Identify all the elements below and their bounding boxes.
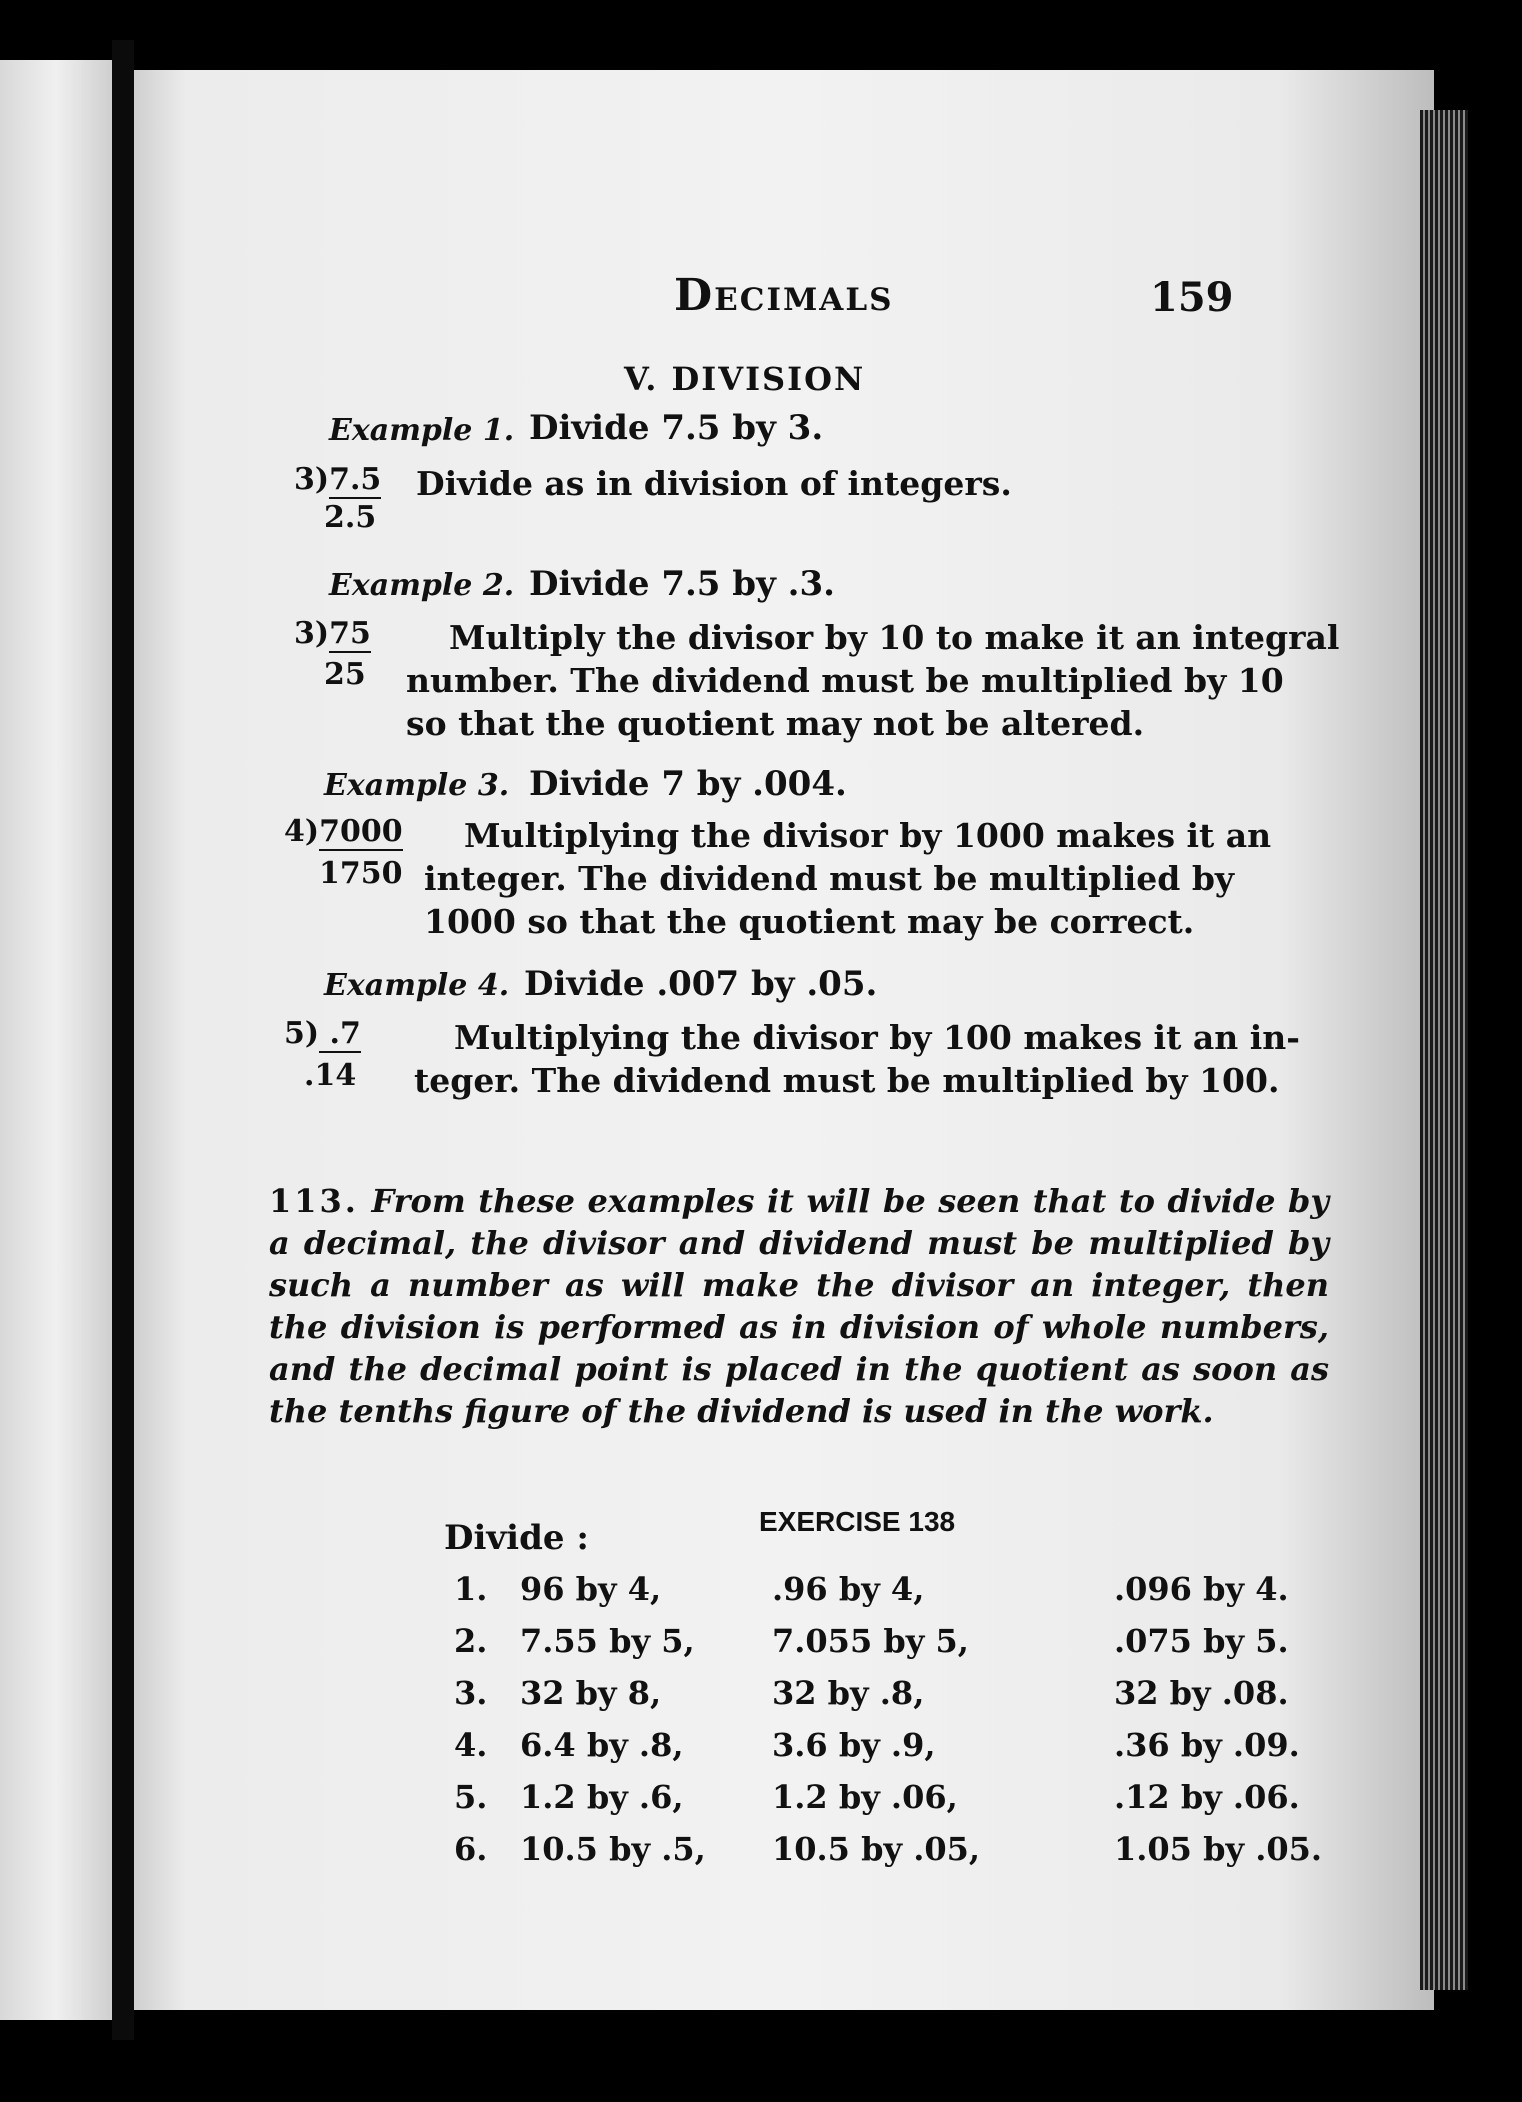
- divisor: 3: [294, 462, 315, 497]
- dividend: 7.5: [329, 462, 382, 497]
- example-prompt: Divide 7 by .004.: [529, 764, 847, 804]
- problem-c: 32 by .08.: [1114, 1674, 1289, 1712]
- row-number: 5.: [454, 1778, 488, 1816]
- problem-a: 1.2 by .6,: [520, 1778, 684, 1816]
- explanation-line: Multiplying the divisor by 1000 makes it an: [464, 816, 1272, 855]
- dividend: 7000: [319, 814, 403, 849]
- quotient: 2.5: [324, 500, 377, 535]
- exercise-row: [454, 1830, 1322, 1882]
- quotient: 25: [324, 657, 366, 692]
- exercise-title: EXERCISE 138: [759, 1506, 956, 1537]
- example-label: Example 1.: [329, 413, 515, 448]
- problem-b: .96 by 4,: [772, 1570, 925, 1608]
- rule-text: From these examples it will be seen that to divide by a decimal, the divisor and dividend must be multiplied by such a number as will make the divisor an integer, then the division is performed as in division of whole numbers, and the decimal point is placed in the quotient as soon as the tenths figure of the dividend is used in the work.: [269, 1182, 1330, 1430]
- division-work: 4)7000: [284, 814, 403, 849]
- exercise-table: [454, 1570, 1322, 1882]
- book-page: [134, 70, 1434, 2010]
- exercise-row: [454, 1726, 1314, 1778]
- problem-c: 1.05 by .05.: [1114, 1830, 1322, 1868]
- quotient: .14: [304, 1058, 357, 1093]
- rule-paragraph: [269, 1180, 1329, 1432]
- explanation-line: so that the quotient may not be altered.: [406, 704, 1145, 743]
- explanation-line: Divide as in division of integers.: [416, 464, 1012, 503]
- explanation-line: 1000 so that the quotient may be correct.: [424, 902, 1195, 941]
- problem-c: .12 by .06.: [1114, 1778, 1300, 1816]
- problem-a: 10.5 by .5,: [520, 1830, 706, 1868]
- row-number: 2.: [454, 1622, 488, 1660]
- example-prompt: Divide .007 by .05.: [524, 964, 878, 1004]
- exercise-row: [454, 1674, 1314, 1726]
- example-prompt: Divide 7.5 by 3.: [529, 408, 824, 448]
- page-stack-edge: [1420, 110, 1468, 1990]
- example-prompt: Divide 7.5 by .3.: [529, 564, 835, 604]
- page-number: 159: [1150, 274, 1234, 321]
- row-number: 6.: [454, 1830, 488, 1868]
- dividend: 75: [329, 616, 371, 651]
- example-label: Example 2.: [329, 568, 515, 603]
- divisor: 4: [284, 814, 305, 849]
- explanation-line: Multiply the divisor by 10 to make it an integral: [449, 618, 1340, 657]
- explanation-line: number. The dividend must be multiplied by 10: [406, 661, 1284, 700]
- explanation-line: integer. The dividend must be multiplied by: [424, 859, 1235, 898]
- problem-a: 7.55 by 5,: [520, 1622, 695, 1660]
- explanation-line: Multiplying the divisor by 100 makes it an in-: [454, 1018, 1300, 1057]
- book-gutter: [112, 40, 134, 2040]
- divisor: 3: [294, 616, 315, 651]
- exercise-row: [454, 1622, 1314, 1674]
- facing-page-edge: [0, 60, 112, 2020]
- problem-c: .096 by 4.: [1114, 1570, 1289, 1608]
- row-number: 3.: [454, 1674, 488, 1712]
- problem-b: 10.5 by .05,: [772, 1830, 980, 1868]
- division-work: 3)7.5: [294, 462, 382, 497]
- divisor: 5: [284, 1016, 305, 1051]
- dividend: .7: [319, 1016, 361, 1051]
- running-header-title: Decimals: [674, 270, 894, 321]
- exercise-instruction: Divide :: [444, 1518, 589, 1558]
- quotient: 1750: [319, 856, 403, 891]
- example-label: Example 4.: [324, 968, 510, 1003]
- division-work: 3)75: [294, 616, 371, 651]
- problem-a: 96 by 4,: [520, 1570, 662, 1608]
- problem-a: 32 by 8,: [520, 1674, 662, 1712]
- problem-c: .36 by .09.: [1114, 1726, 1300, 1764]
- explanation-line: teger. The dividend must be multiplied by 100.: [414, 1061, 1280, 1100]
- example-label: Example 3.: [324, 768, 510, 803]
- problem-b: 3.6 by .9,: [772, 1726, 936, 1764]
- division-work: 5) .7: [284, 1016, 361, 1051]
- problem-b: 1.2 by .06,: [772, 1778, 958, 1816]
- problem-b: 32 by .8,: [772, 1674, 925, 1712]
- row-number: 4.: [454, 1726, 488, 1764]
- row-number: 1.: [454, 1570, 488, 1608]
- problem-c: .075 by 5.: [1114, 1622, 1289, 1660]
- problem-b: 7.055 by 5,: [772, 1622, 969, 1660]
- paragraph-number: 113.: [269, 1182, 359, 1220]
- section-heading: V. DIVISION: [624, 360, 866, 398]
- exercise-row: [454, 1570, 1314, 1622]
- exercise-row: [454, 1778, 1314, 1830]
- problem-a: 6.4 by .8,: [520, 1726, 684, 1764]
